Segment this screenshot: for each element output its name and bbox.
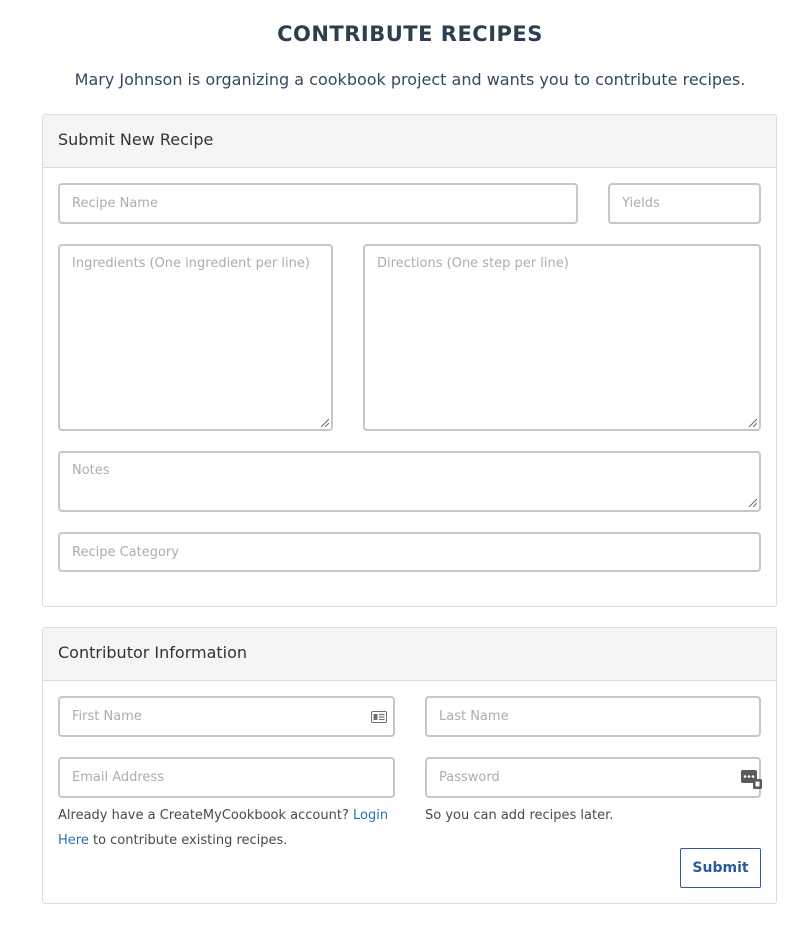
login-helper-text: [58, 803, 395, 853]
recipe-panel-heading: Submit New Recipe: [43, 115, 776, 168]
last-name-input[interactable]: [425, 696, 761, 737]
recipe-name-input[interactable]: [58, 183, 578, 224]
login-helper-suffix: to contribute existing recipes.: [88, 833, 288, 848]
first-name-input[interactable]: [58, 696, 395, 737]
submit-button[interactable]: Submit: [680, 848, 761, 888]
recipe-category-input[interactable]: [58, 532, 761, 572]
email-input[interactable]: [58, 757, 395, 798]
password-input[interactable]: [425, 757, 761, 798]
contributor-panel-heading: Contributor Information: [43, 628, 776, 681]
password-helper-text: So you can add recipes later.: [425, 808, 614, 823]
login-helper-prefix: Already have a CreateMyCookbook account?: [58, 808, 353, 823]
directions-textarea[interactable]: [363, 244, 761, 431]
yields-input[interactable]: [608, 183, 761, 224]
page-title: CONTRIBUTE RECIPES: [277, 22, 543, 46]
login-link[interactable]: Login Here: [58, 808, 389, 848]
notes-textarea[interactable]: [58, 451, 761, 512]
ingredients-textarea[interactable]: [58, 244, 333, 431]
page-subtitle: Mary Johnson is organizing a cookbook project and wants you to contribute recipes.: [74, 70, 746, 89]
